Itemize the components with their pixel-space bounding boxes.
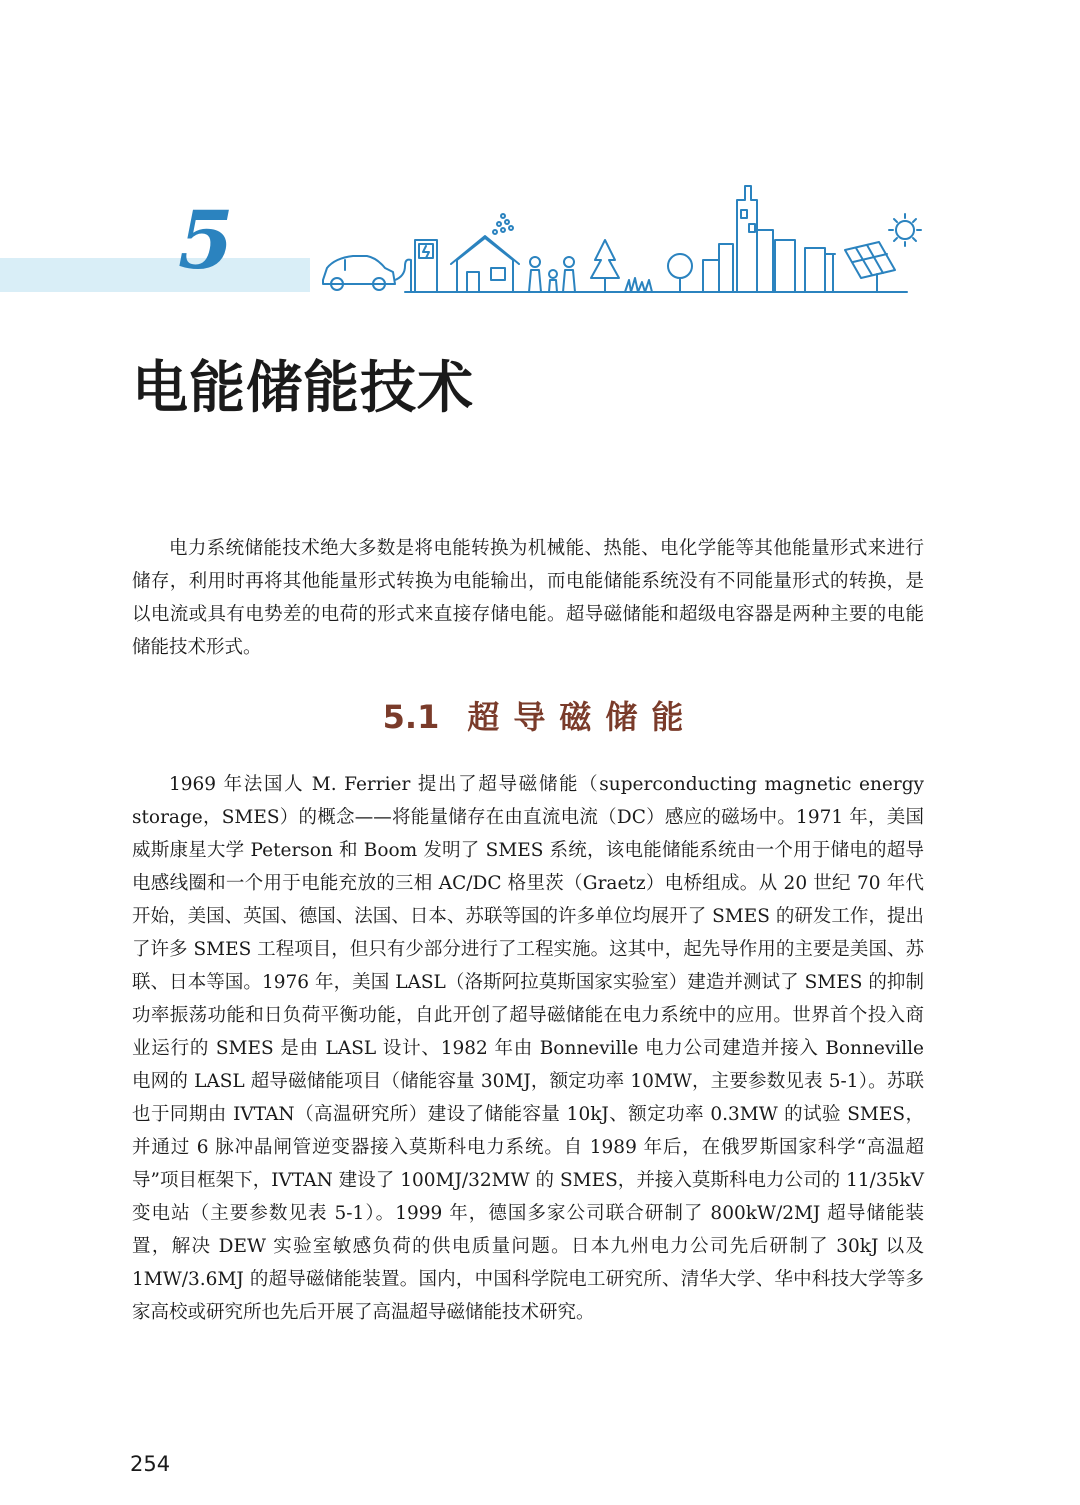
page-number: 254: [130, 1452, 171, 1476]
tower-icon: [737, 186, 757, 292]
pine-tree-icon: [591, 240, 619, 278]
section-heading: [0, 692, 1080, 738]
house-icon: [457, 238, 513, 292]
city-skyline-illustration: [305, 180, 930, 300]
round-tree-icon: [668, 254, 692, 278]
section-title: 超导磁储能: [467, 698, 698, 736]
building-icon: [703, 260, 719, 292]
section-number: 5.1: [382, 698, 440, 736]
intro-paragraph: 电力系统储能技术绝大多数是将电能转换为机械能、热能、电化学能等其他能量形式来进行储存，利用时再将其他能量形式转换为电能输出，而电能储能系统没有不同能量形式的转换，是以电流或具有电势差的电荷的形式来直接存储电能。超导磁储能和超级电容器是两种主要的电能储能技术形式。: [132, 538, 924, 658]
chapter-number: 5: [178, 193, 234, 287]
chapter-title: 电能储能技术: [132, 356, 474, 421]
main-paragraph: 1969 年法国人 M. Ferrier 提出了超导磁储能（superconducting magnetic energy storage，SMES）的概念——将能量储存在由直流电流（DC）感应的磁场中。1971 年，美国威斯康星大学 Peterson 和 Boom 发明了 SMES 系统，该电能储能系统由一个用于储电的超导电感线圈和一个用于电能充放的三相 AC/DC 格里茨（Graetz）电桥组成。从 20 世纪 70 年代开始，美国、英国、德国、法国、日本、苏联等国的许多单位均展开了 SMES 的研发工作，提出了许多 SMES 工程项目，但只有少部分进行了工程实施。这其中，起先导作用的主要是美国、苏联、日本等国。1976 年，美国 LASL（洛斯阿拉莫斯国家实验室）建造并测试了 SMES 的抑制功率振荡功能和日负荷平衡功能，自此开创了超导磁储能在电力系统中的应用。世界首个投入商业运行的 SMES 是由 LASL 设计、1982 年由 Bonneville 电力公司建造并接入 Bonneville 电网的 LASL 超导磁储能项目（储能容量 30MJ，额定功率 10MW，主要参数见表 5-1）。苏联也于同期由 IVTAN（高温研究所）建设了储能容量 10kJ、额定功率 0.3MW 的试验 SMES，并通过 6 脉冲晶闸管逆变器接入莫斯科电力系统。自 1989 年后，在俄罗斯国家科学“高温超导”项目框架下，IVTAN 建设了 100MJ/32MW 的 SMES，并接入莫斯科电力公司的 11/35kV 变电站（主要参数见表 5-1）。1999 年，德国多家公司联合研制了 800kW/2MJ 超导储能装置，解决 DEW 实验室敏感负荷的供电质量问题。日本九州电力公司先后研制了 30kJ 以及 1MW/3.6MJ 的超导磁储能装置。国内，中国科学院电工研究所、清华大学、华中科技大学等多家高校或研究所也先后开展了高温超导磁储能技术研究。: [132, 774, 924, 1323]
family-icon: [530, 257, 540, 267]
sun-icon: [896, 221, 914, 239]
chapter-band: [0, 258, 310, 292]
